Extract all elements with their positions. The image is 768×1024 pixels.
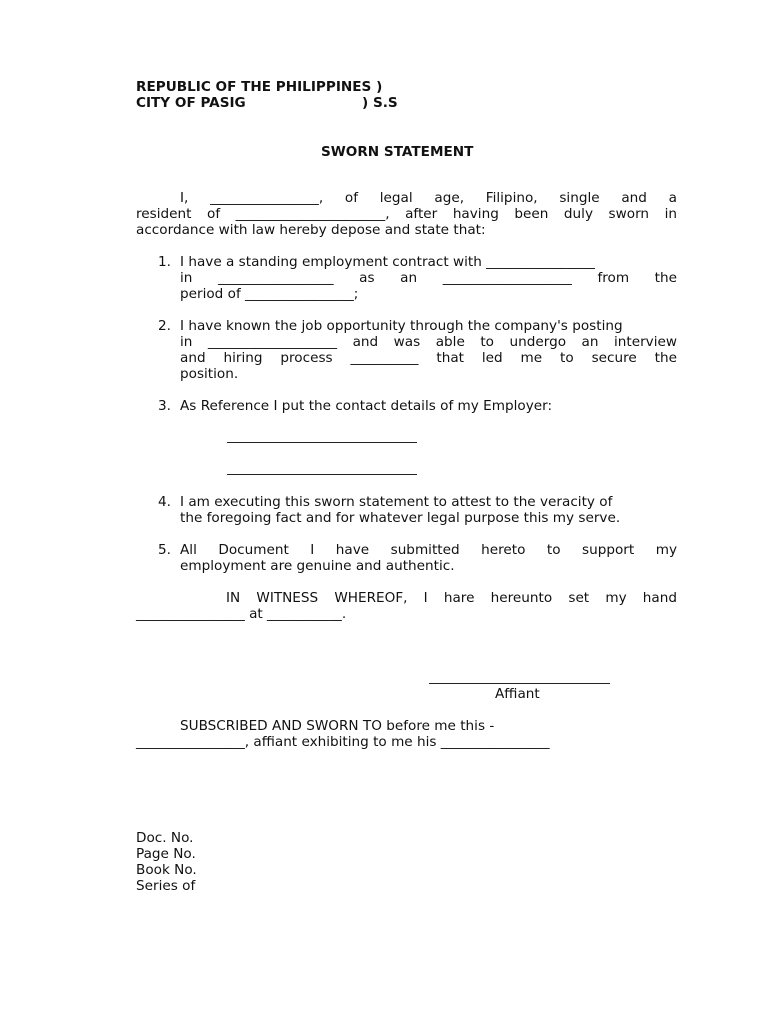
intro-line-2: resident of ______________________, after having been duly sworn in <box>136 206 677 222</box>
affiant-signature-line <box>429 683 610 684</box>
employer-contact-line-1 <box>227 442 417 443</box>
item-5-line-2: employment are genuine and authentic. <box>180 558 455 574</box>
item-1-line-3: period of ________________; <box>180 286 359 302</box>
header-city: CITY OF PASIG <box>136 95 246 111</box>
item-1-line-1: I have a standing employment contract with ________________ <box>180 254 595 270</box>
witness-line-2: ________________ at ___________. <box>136 606 347 622</box>
book-no-label: Book No. <box>136 862 197 878</box>
subscribed-line-2: ________________, affiant exhibiting to me his ________________ <box>136 734 550 750</box>
item-3-line-1: As Reference I put the contact details of my Employer: <box>180 398 553 414</box>
header-republic: REPUBLIC OF THE PHILIPPINES ) <box>136 79 383 95</box>
item-2-number: 2. <box>158 318 171 334</box>
item-2-line-2: in ___________________ and was able to undergo an interview <box>180 334 677 350</box>
intro-line-3: accordance with law hereby depose and state that: <box>136 222 486 238</box>
item-4-line-2: the foregoing fact and for whatever legal purpose this my serve. <box>180 510 621 526</box>
series-of-label: Series of <box>136 878 196 894</box>
item-2-line-4: position. <box>180 366 239 382</box>
item-2-line-1: I have known the job opportunity through the company's posting <box>180 318 623 334</box>
header-ss: ) S.S <box>362 95 398 111</box>
doc-no-label: Doc. No. <box>136 830 194 846</box>
item-4-number: 4. <box>158 494 171 510</box>
witness-line-1: IN WITNESS WHEREOF, I hare hereunto set my hand <box>226 590 677 606</box>
affiant-label: Affiant <box>495 686 540 702</box>
item-5-line-1: All Document I have submitted hereto to support my <box>180 542 677 558</box>
employer-contact-line-2 <box>227 474 417 475</box>
document-title: SWORN STATEMENT <box>321 144 474 160</box>
page-no-label: Page No. <box>136 846 196 862</box>
item-3-number: 3. <box>158 398 171 414</box>
subscribed-line-1: SUBSCRIBED AND SWORN TO before me this - <box>180 718 495 734</box>
item-5-number: 5. <box>158 542 171 558</box>
item-1-line-2: in _________________ as an ___________________ from the <box>180 270 677 286</box>
item-2-line-3: and hiring process __________ that led me to secure the <box>180 350 677 366</box>
intro-line-1: I, ________________, of legal age, Filipino, single and a <box>180 190 677 206</box>
item-4-line-1: I am executing this sworn statement to attest to the veracity of <box>180 494 613 510</box>
item-1-number: 1. <box>158 254 171 270</box>
